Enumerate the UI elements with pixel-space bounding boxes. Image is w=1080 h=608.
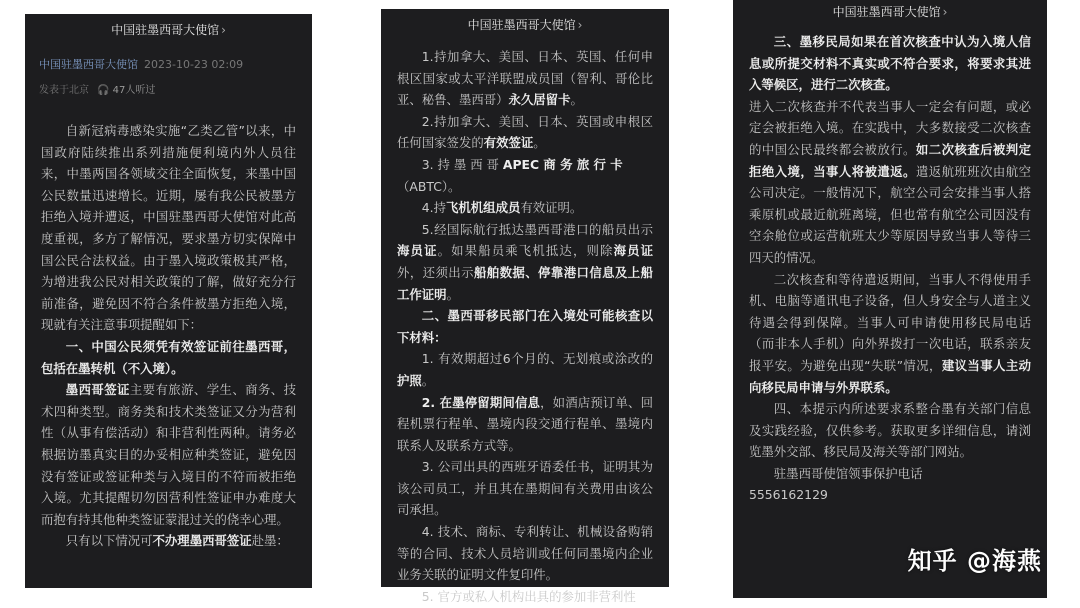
article-body [381, 46, 669, 607]
list-item: 3. 持 墨 西 哥 APEC 商 务 旅 行 卡 （ABTC）。 [397, 156, 623, 194]
account-header-link[interactable]: 中国驻墨西哥大使馆 › [467, 18, 583, 32]
headphones-icon: 🎧 [97, 85, 110, 96]
list-item: 5. 官方或私人机构出具的参加非营利性 [421, 588, 636, 604]
paragraph: 进入二次核查并不代表当事人一定会有问题，或必定会被拒绝入境。在实践中，大多数接受二次核查的中国公民最终都会被放行。如二次核查后被判定拒绝入境，当事人将被遣返。遣返航班班次由航空公司决定。一般情况下，航空公司会安排当事人搭乘原机或最近航班离境，但也常有航空公司因没有空余舱位或运营航班太少等原因导致当事人等待三四天的情况。 [749, 98, 1032, 265]
section-heading-4: 四、本提示内所述要求系整合墨有关部门信息及实践经验，仅供参考。获取更多详细信息，请浏览墨外交部、移民局及海关等部门网站。 [749, 401, 1031, 460]
account-header-link[interactable]: 中国驻墨西哥大使馆 › [832, 5, 948, 19]
chevron-right-icon: › [942, 5, 948, 19]
list-item: 2.持加拿大、美国、日本、英国或申根区任何国家签发的有效签证。 [397, 113, 653, 151]
section-heading-2: 二、墨西哥移民部门在入境处可能核查以下材料： [397, 308, 653, 345]
consular-phone-number: 5556162129 [749, 487, 828, 503]
section-heading-1: 一、中国公民须凭有效签证前往墨西哥，包括在墨转机（不入境）。 [41, 338, 296, 376]
listen-count[interactable]: 🎧 47人听过 [97, 85, 156, 96]
publish-date: 2023-10-23 02:09 [144, 58, 244, 71]
publish-row [39, 81, 298, 96]
chevron-right-icon: › [221, 23, 226, 37]
list-item: 3. 公司出具的西班牙语委任书，证明其为该公司员工，并且其在墨期间有关费用由该公司承担。 [397, 459, 653, 518]
account-header-link[interactable]: 中国驻墨西哥大使馆 › [111, 23, 226, 37]
list-item: 4.持飞机机组成员有效证明。 [421, 200, 583, 216]
list-item: 1.持加拿大、美国、日本、英国、任何申根区国家或太平洋联盟成员国（智利、哥伦比亚、秘鲁、墨西哥）永久居留卡。 [397, 49, 653, 108]
paragraph: 二次核查和等待遣返期间，当事人不得使用手机、电脑等通讯电子设备，但人身安全与人道主义待遇会得到保障。当事人可申请使用移民局电话（而非本人手机）向外界拨打一次电话，联系亲友报平安。为避免出现“失联”情况，建议当事人主动向移民局申请与外界联系。 [749, 271, 1032, 395]
account-row [39, 56, 298, 72]
account-name-link[interactable]: 中国驻墨西哥大使馆 [39, 58, 138, 71]
intro-paragraph: 自新冠病毒感染实施“乙类乙管”以来，中国政府陆续推出系列措施便利境内外人员往来，中墨两国各领域交往全面恢复，来墨中国公民数量迅速增长。近期，屡有我公民被墨方拒绝入境并遭返，中国驻墨西哥大使馆对此高度重视，多方了解情况，要求墨方切实保障中国公民合法权益。由于墨入境政策极其严格，为增进我公民对相关政策的了解，做好充分行前准备，避免因不符合条件被墨方拒绝入境，现就有关注意事项提醒如下： [41, 123, 296, 333]
article-body [25, 120, 312, 552]
list-item: 5.经国际航行抵达墨西哥港口的船员出示海员证。如果船员乘飞机抵达，则除海员证外，还须出示船舶数据、停靠港口信息及上船工作证明。 [397, 221, 654, 302]
section-heading-3: 三、墨移民局如果在首次核查中认为入境人信息或所提交材料不真实或不符合要求，将要求其进入等候区，进行二次核查。 [749, 34, 1031, 93]
consular-phone-label: 驻墨西哥使馆领事保护电话 [773, 465, 923, 481]
screenshot-panel-3 [733, 0, 1047, 598]
screenshot-panel-1 [25, 14, 312, 588]
list-item: 1. 有效期超过6个月的、无划痕或涂改的护照。 [397, 351, 653, 388]
list-item: 4. 技术、商标、专利转让、机械设备购销等的合同、技术人员培训或任何同墨境内企业业务关联的证明文件复印件。 [397, 524, 653, 583]
article-body [733, 31, 1047, 506]
chevron-right-icon: › [577, 18, 583, 32]
zhihu-watermark: 知乎 @海燕 [907, 547, 1042, 575]
publish-location: 发表于北京 [39, 85, 89, 96]
article-meta [25, 56, 312, 96]
visa-exempt-paragraph: 只有以下情况可不办理墨西哥签证赴墨： [65, 533, 289, 549]
list-item: 2. 在墨停留期间信息，如酒店预订单、回程机票行程单、墨境内段交通行程单、墨境内联系人及联系方式等。 [397, 394, 653, 453]
visa-paragraph: 墨西哥签证主要有旅游、学生、商务、技术四种类型。商务类和技术类签证又分为营利性（从事有偿活动）和非营利性两种。请务必根据访墨真实目的办妥相应种类签证，避免因没有签证或签证种类与入境目的不符而被拒绝入境。尤其提醒切勿因营利性签证申办难度大而抱有持其他种类签证蒙混过关的侥幸心理。 [41, 382, 296, 527]
screenshot-panel-2 [381, 9, 669, 604]
